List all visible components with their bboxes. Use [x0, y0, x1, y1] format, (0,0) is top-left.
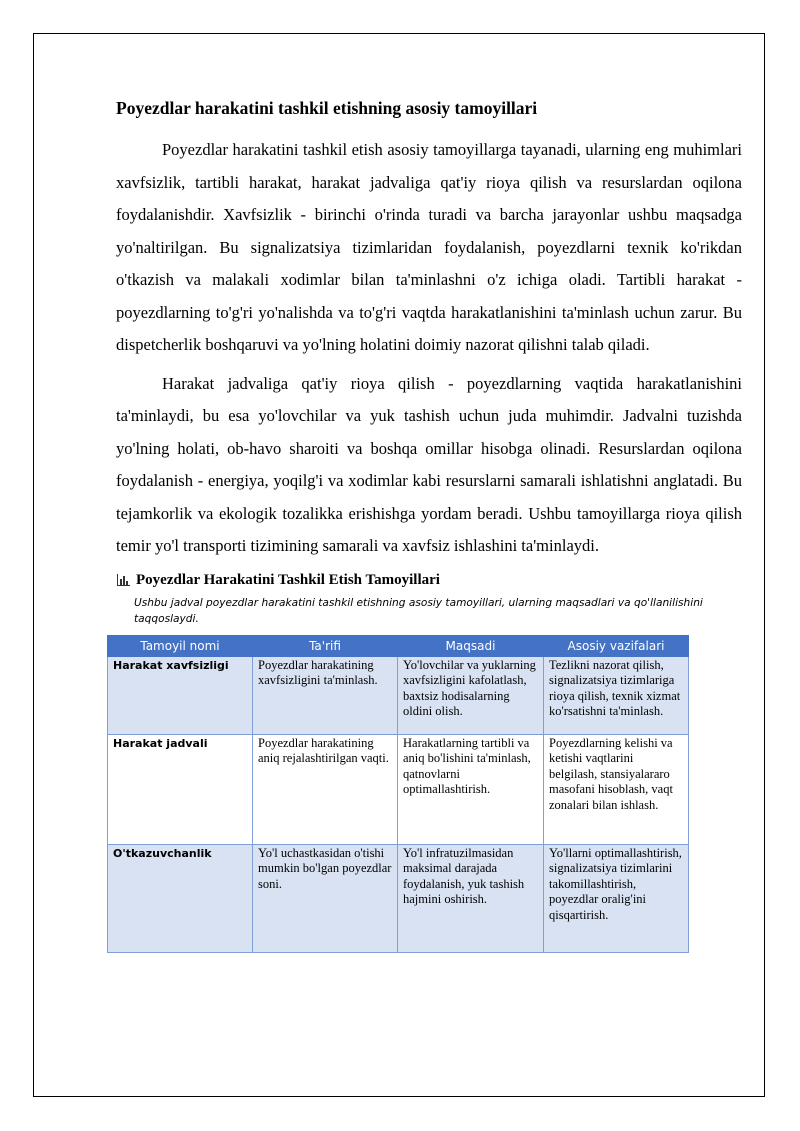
column-header: Asosiy vazifalari	[544, 635, 689, 656]
table-caption-text: Poyezdlar Harakatini Tashkil Etish Tamoyillari	[136, 571, 440, 588]
document-title: Poyezdlar harakatini tashkil etishning asosiy tamoyillari	[116, 98, 538, 118]
column-header: Maqsadi	[398, 635, 544, 656]
table-row	[108, 656, 689, 734]
principle-name: Harakat xavfsizligi	[108, 656, 253, 734]
principle-name: O'tkazuvchanlik	[108, 844, 253, 952]
table-row	[108, 844, 689, 952]
paragraph-2: Harakat jadvaliga qat'iy rioya qilish - poyezdlarning vaqtida harakatlanishini ta'minlaydi, bu esa yo'lovchilar va yuk tashish uchun juda muhimdir. Jadvalni tuzishda yo'lning holati, ob-havo sharoiti va boshqa omillar hisobga olinadi. Resurslardan oqilona foydalanish - energiya, yoqilg'i va xodimlar kabi resurslarni samarali ishlatishni anglatadi. Bu tejamkorlik va ekologik tozalikka erishishga yordam beradi. Ushbu tamoyillarga rioya qilish temir yo'l transporti tizimining samarali va xavfsiz ishlashini ta'minlaydi.	[116, 373, 742, 555]
table-caption	[116, 569, 742, 591]
column-header: Ta'rifi	[253, 635, 398, 656]
principle-tasks: Poyezdlarning kelishi va ketishi vaqtlarini belgilash, stansiyalararo masofani hisoblash, vaqt zonalari bilan ishlash.	[544, 734, 689, 844]
principle-definition: Poyezdlar harakatining xavfsizligini ta'minlash.	[253, 656, 398, 734]
table-header-row	[108, 635, 689, 656]
document-body	[113, 96, 742, 953]
paragraph-1: Poyezdlar harakatini tashkil etish asosiy tamoyillarga tayanadi, ularning eng muhimlari xavfsizlik, tartibli harakat, harakat jadvaliga qat'iy rioya qilish va resurslardan oqilona foydalanishdir. Xavfsizlik - birinchi o'rinda turadi va barcha jarayonlar ushbu maqsadga yo'naltirilgan. Bu signalizatsiya tizimlaridan foydalanish, poyezdlarni texnik ko'rikdan o'tkazish va malakali xodimlar bilan ta'minlashni o'z ichiga oladi. Tartibli harakat - poyezdlarning to'g'ri yo'nalishda va to'g'ri vaqtda harakatlanishini ta'minlash uchun zarur. Bu dispetcherlik boshqaruvi va yo'lning holatini doimiy nazorat qilishni talab qiladi.	[116, 140, 742, 354]
principle-purpose: Yo'lovchilar va yuklarning xavfsizligini kafolatlash, baxtsiz hodisalarning oldini olish.	[398, 656, 544, 734]
principle-purpose: Harakatlarning tartibli va aniq bo'lishini ta'minlash, qatnovlarni optimallashtirish.	[398, 734, 544, 844]
principle-name: Harakat jadvali	[108, 734, 253, 844]
principle-tasks: Tezlikni nazorat qilish, signalizatsiya tizimlariga rioya qilish, texnik xizmat ko'rsatishni ta'minlash.	[544, 656, 689, 734]
principle-definition: Yo'l uchastkasidan o'tishi mumkin bo'lgan poyezdlar soni.	[253, 844, 398, 952]
principles-table	[107, 635, 689, 953]
table-description: Ushbu jadval poyezdlar harakatini tashkil etishning asosiy tamoyillari, ularning maqsadlari va qo'llanilishini taqqoslaydi.	[134, 596, 703, 625]
principle-definition: Poyezdlar harakatining aniq rejalashtirilgan vaqti.	[253, 734, 398, 844]
table-row	[108, 734, 689, 844]
bar-chart-icon	[117, 574, 130, 586]
column-header: Tamoyil nomi	[108, 635, 253, 656]
principle-purpose: Yo'l infratuzilmasidan maksimal darajada foydalanish, yuk tashish hajmini oshirish.	[398, 844, 544, 952]
principle-tasks: Yo'llarni optimallashtirish, signalizatsiya tizimlarini takomillashtirish, poyezdlar oralig'ini qisqartirish.	[544, 844, 689, 952]
